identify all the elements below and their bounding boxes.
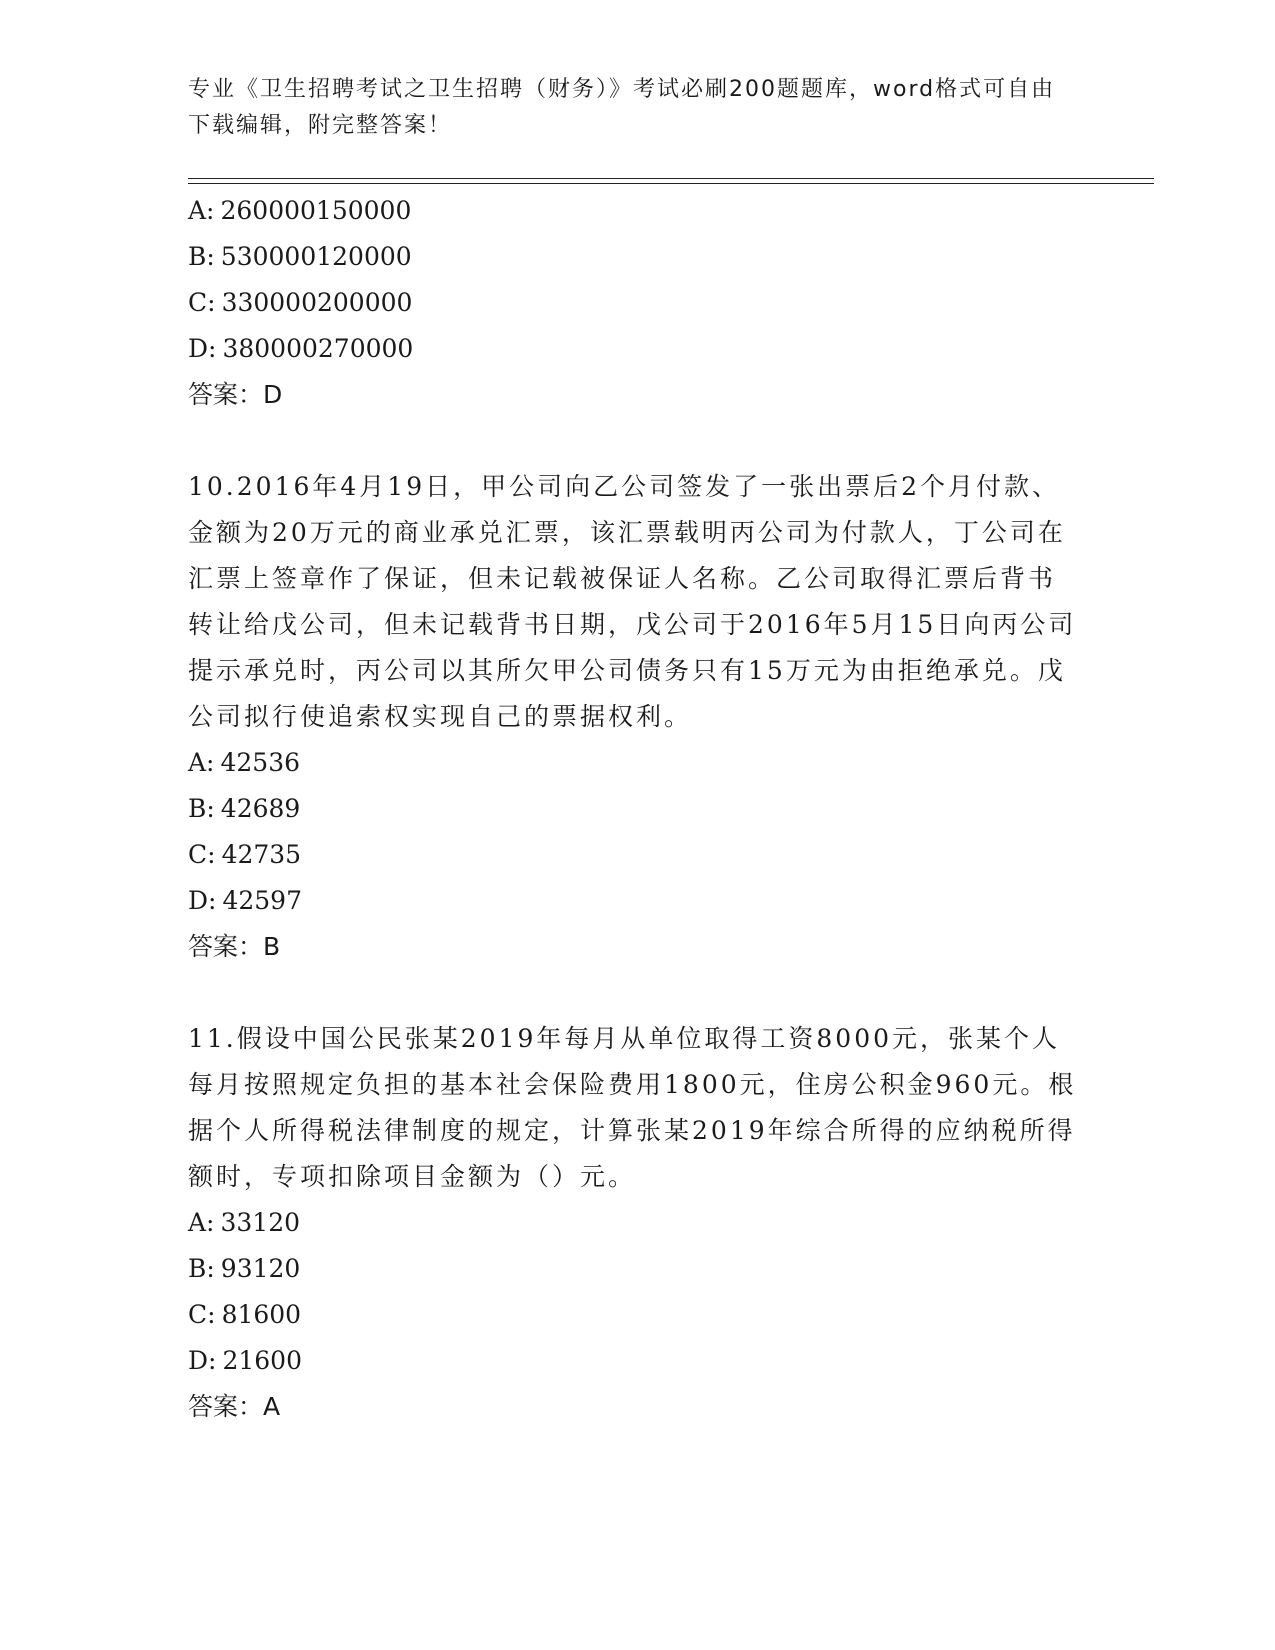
option-letter: C: — [188, 840, 216, 869]
question-list — [188, 188, 1088, 1430]
question-text: 10.2016年4月19日，甲公司向乙公司签发了一张出票后2个月付款、金额为20万元的商业承兑汇票，该汇票载明丙公司为付款人，丁公司在汇票上签章作了保证，但未记载被保证人名称。乙公司取得汇票后背书转让给戊公司，但未记载背书日期，戊公司于2016年5月15日向丙公司提示承兑时，丙公司以其所欠甲公司债务只有15万元为由拒绝承兑。戊公司拟行使追索权实现自己的票据权利。 — [188, 472, 1077, 731]
question-text: 11.假设中国公民张某2019年每月从单位取得工资8000元，张某个人每月按照规定负担的基本社会保险费用1800元，住房公积金960元。根据个人所得税法律制度的规定，计算张某2019年综合所得的应纳税所得额时，专项扣除项目金额为（）元。 — [188, 1024, 1077, 1191]
option-d — [188, 326, 1088, 372]
option-value: 21600 — [222, 1346, 302, 1375]
option-value: 93120 — [220, 1254, 301, 1283]
option-letter: D: — [188, 1346, 217, 1375]
option-c — [188, 280, 1088, 326]
option-value: 42689 — [220, 794, 301, 823]
option-c — [188, 832, 1088, 878]
option-value: 260000150000 — [220, 196, 412, 225]
option-value: 530000120000 — [220, 242, 412, 271]
question-block — [188, 464, 1088, 970]
option-letter: C: — [188, 288, 216, 317]
option-a — [188, 1200, 1088, 1246]
document-header: 专业《卫生招聘考试之卫生招聘（财务）》考试必刷200题题库，word格式可自由下载编辑，附完整答案！ — [188, 77, 1056, 138]
option-value: 42735 — [221, 840, 302, 869]
option-b — [188, 234, 1088, 280]
answer-line: 答案：A — [188, 1392, 281, 1421]
option-letter: D: — [188, 334, 217, 363]
option-value: 380000270000 — [222, 334, 414, 363]
option-letter: B: — [188, 794, 215, 823]
option-letter: D: — [188, 886, 217, 915]
option-value: 42597 — [222, 886, 302, 915]
option-d — [188, 1338, 1088, 1384]
header-divider — [188, 178, 1154, 184]
option-value: 81600 — [221, 1300, 302, 1329]
option-letter: B: — [188, 242, 215, 271]
option-c — [188, 1292, 1088, 1338]
option-a — [188, 740, 1088, 786]
option-value: 42536 — [220, 748, 301, 777]
question-block — [188, 1016, 1088, 1430]
option-letter: A: — [188, 748, 215, 777]
option-b — [188, 786, 1088, 832]
question-block — [188, 188, 1088, 418]
option-letter: A: — [188, 1208, 215, 1237]
answer-line: 答案：D — [188, 380, 283, 409]
option-letter: A: — [188, 196, 215, 225]
option-letter: C: — [188, 1300, 216, 1329]
option-d — [188, 878, 1088, 924]
option-letter: B: — [188, 1254, 215, 1283]
option-value: 33120 — [220, 1208, 301, 1237]
option-b — [188, 1246, 1088, 1292]
option-value: 330000200000 — [221, 288, 413, 317]
answer-line: 答案：B — [188, 932, 281, 961]
option-a — [188, 188, 1088, 234]
